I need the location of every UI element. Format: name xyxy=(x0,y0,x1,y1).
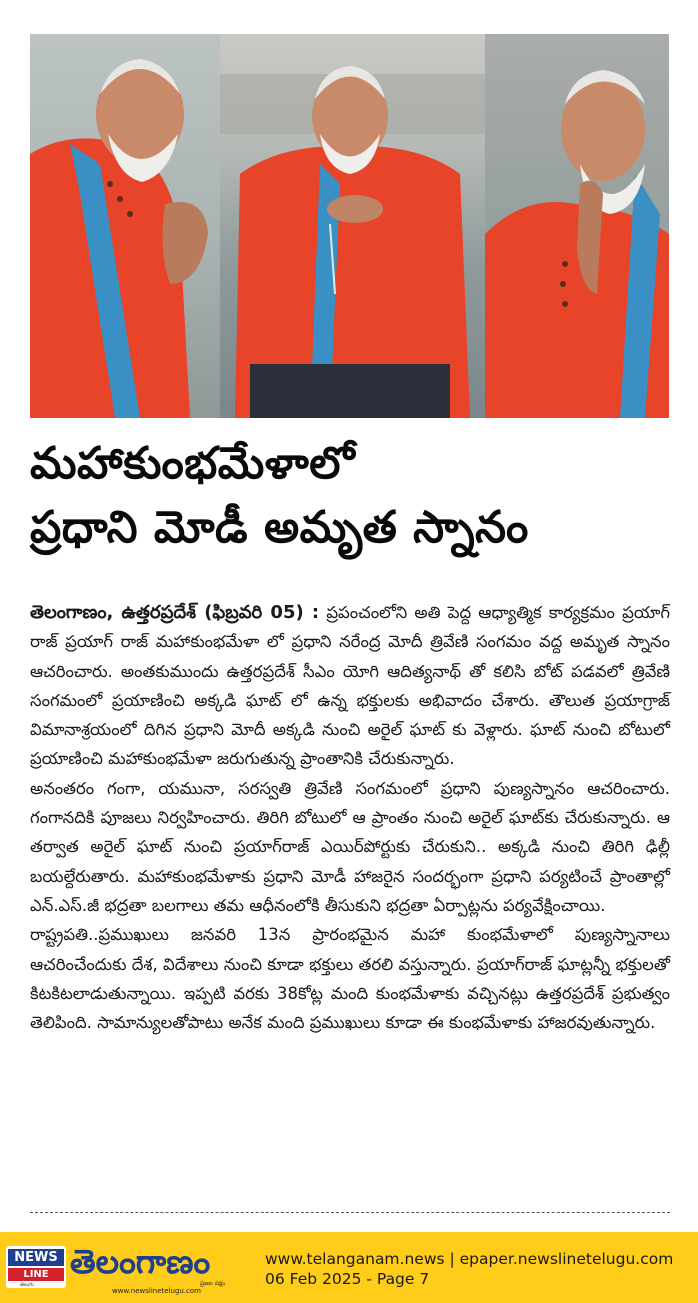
brand-tagline: ప్రజల పక్షం xyxy=(200,1280,226,1287)
logo-news-text: NEWS xyxy=(8,1249,64,1266)
photo-center-figure xyxy=(220,34,485,418)
photo-right xyxy=(485,34,669,418)
telanganam-brand: తెలంగాణం xyxy=(70,1242,211,1281)
logo-line-text: LINE xyxy=(8,1268,64,1281)
article-paragraph-1-text: ప్రపంచంలోని అతి పెద్ద ఆధ్యాత్మిక కార్యక్రమం ప్రయాగ్ రాజ్ ప్రయాగ్ రాజ్ మహాకుంభమేళా లో ప్రధాని నరేంద్ర మోదీ త్రివేణి సంగమం వద్ద అమృత స్నానం ఆచరించారు. అంతకుముందు ఉత్తరప్రదేశ్ సీఎం యోగి ఆదిత్యనాథ్ తో కలిసి బోట్ పడవలో త్రివేణి సంగమంలో ప్రయాణించి అక్కడి ఘాట్ లో ఉన్న భక్తులకు అభివాదం చేశారు. తౌలుత ప్రయాగ్రాజ్ విమానాశ్రయంలో దిగిన ప్రధాని మోదీ అక్కడి నుంచి అరైల్ ఘాట్ కు వెళ్లారు. ఘాట్ నుంచి బోటులో ప్రయాణించి మహాకుంభమేళా జరుగుతున్న ప్రాంతానికి చేరుకున్నారు. xyxy=(30,603,670,769)
photo-left-figure xyxy=(30,34,220,418)
photo-left xyxy=(30,34,220,418)
photo-strip xyxy=(30,34,669,418)
photo-center xyxy=(220,34,485,418)
newsline-logo xyxy=(6,1246,66,1288)
brand-url: www.newslinetelugu.com xyxy=(112,1287,201,1295)
article-paragraph-1 xyxy=(30,598,670,774)
article-paragraph-3: రాష్ట్రపతి..ప్రముఖులు జనవరి 13న ప్రారంభమైన మహా కుంభమేళాలో పుణ్యస్నానాలు ఆచరించేందుకు దేశ, విదేశాలు నుంచి కూడా భక్తులు తరలి వస్తున్నారు. ప్రయాగ్‌రాజ్ ఘాట్లన్నీ భక్తులతో కిటకిటలాడుతున్నాయి. ఇప్పటి వరకు 38కోట్ల మంది కుంభమేళాకు వచ్చినట్లు ఉత్తరప్రదేశ్ ప్రభుత్వం తెలిపింది. సామాన్యులతోపాటు అనేక మంది ప్రముఖులు కూడా ఈ కుంభమేళాకు హాజరవుతున్నారు. xyxy=(30,925,670,1033)
headline-line-2: ప్రధాని మోడీ అమృత స్నానం xyxy=(30,502,529,553)
footer-date-page: 06 Feb 2025 - Page 7 xyxy=(265,1270,430,1288)
headline xyxy=(30,432,670,560)
headline-line-1: మహాకుంభమేళాలో xyxy=(30,438,356,489)
footer-bar xyxy=(0,1232,698,1303)
dateline: తెలంగాణం, ఉత్తరప్రదేశ్ (ఫిబ్రవరి 05) : xyxy=(30,602,320,623)
article-body xyxy=(30,598,670,1037)
dashed-divider xyxy=(30,1212,670,1213)
logo-sub-text: తెలుగు xyxy=(20,1282,34,1288)
photo-right-figure xyxy=(485,34,669,418)
footer-websites: www.telanganam.news | epaper.newslinetelugu.com xyxy=(265,1250,674,1268)
article-paragraph-2: అనంతరం గంగా, యమునా, సరస్వతి త్రివేణి సంగమంలో ప్రధాని పుణ్యస్నానం ఆచరించారు. గంగానదికి పూజలు నిర్వహించారు. తిరిగి బోటులో ఆ ప్రాంతం నుంచి అరైల్ ఘాట్‌కు చేరుకున్నారు. ఆ తర్వాత అరైల్ ఘాట్ నుంచి ప్రయాగ్‌రాజ్ ఎయిర్‌పోర్టుకు చేరుకుని.. అక్కడి నుంచి తిరిగి ఢిల్లీ బయల్దేరుతారు. మహాకుంభమేళాకు ప్రధాని మోడీ హాజరైన సందర్భంగా ప్రధాని పర్యటించే ప్రాంతాల్లో ఎన్.ఎస్.జీ భద్రతా బలగాలు తమ ఆధీనంలోకి తీసుకుని భద్రతా ఏర్పాట్లను పర్యవేక్షించాయి. xyxy=(30,778,670,915)
